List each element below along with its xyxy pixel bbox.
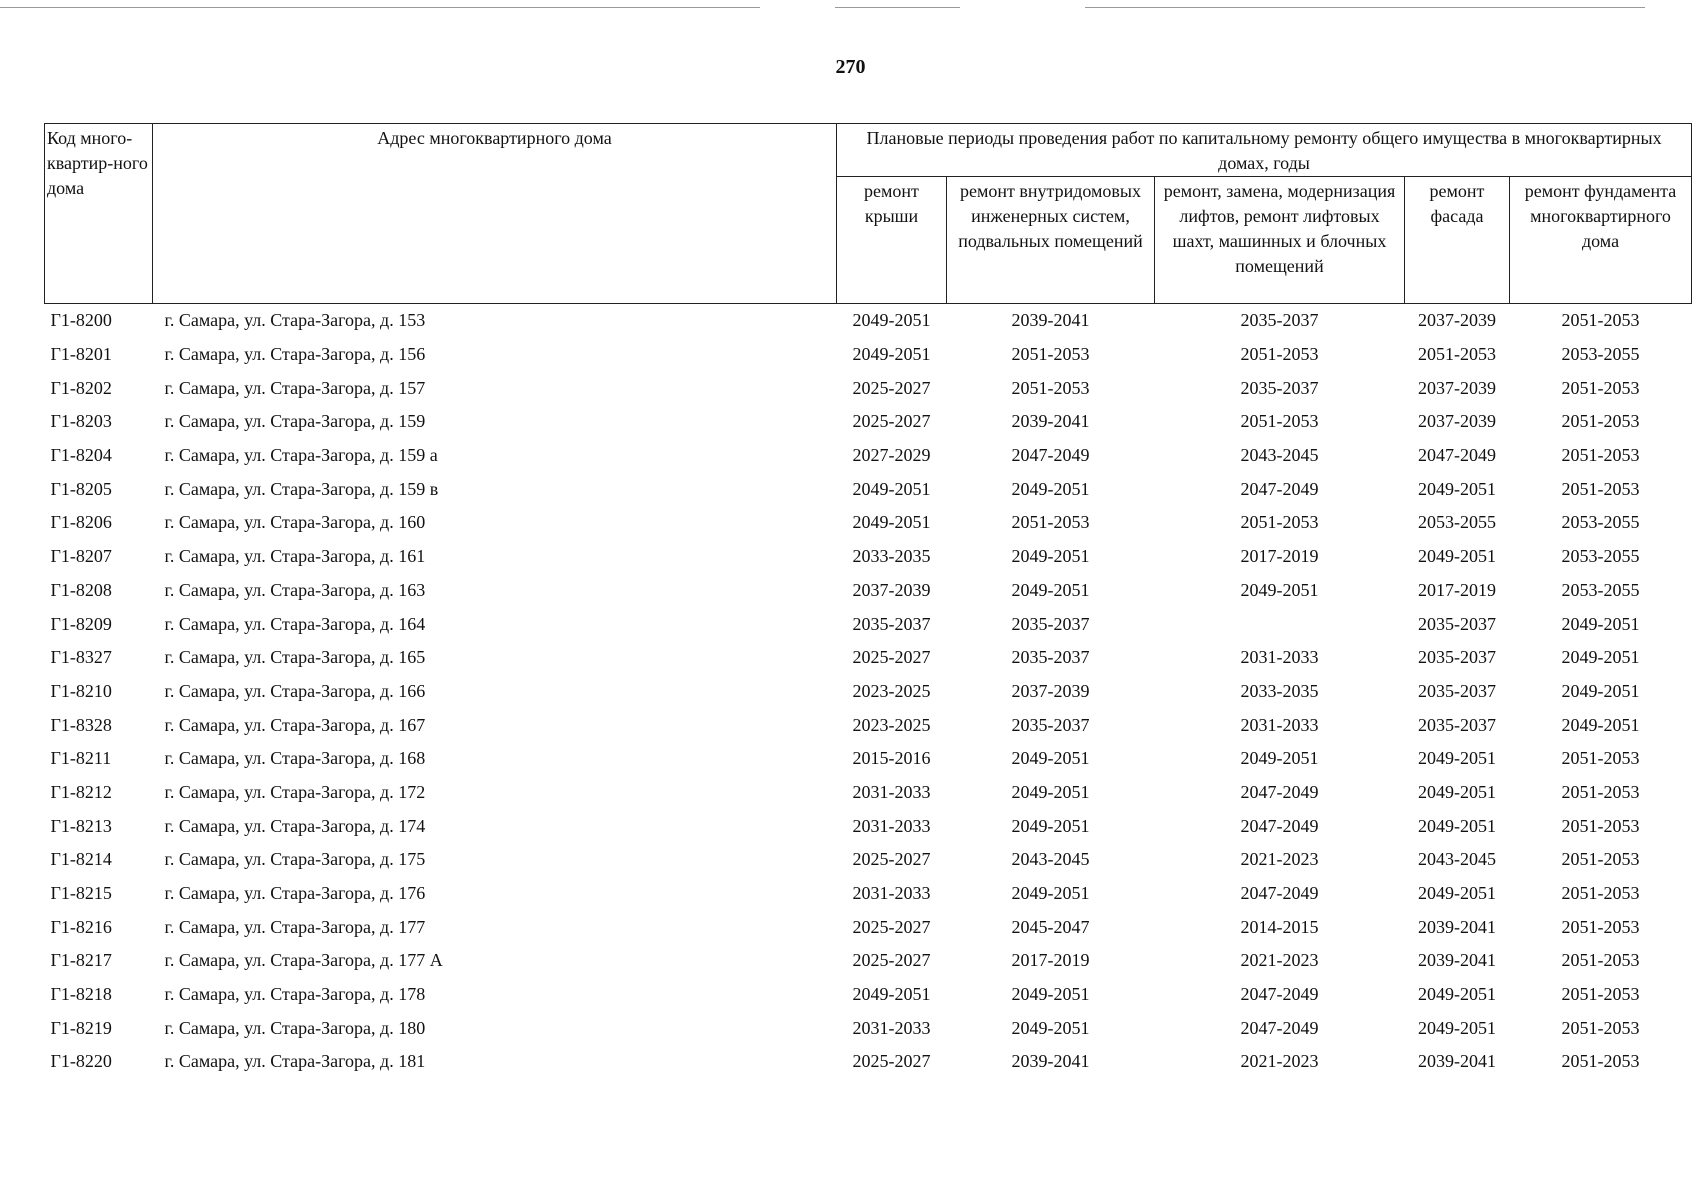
facade-period-cell: 2047-2049 bbox=[1418, 445, 1496, 466]
facade-period-cell: 2053-2055 bbox=[1418, 512, 1496, 533]
foundation-period-cell: 2051-2053 bbox=[1561, 411, 1640, 432]
house-code-cell: Г1-8201 bbox=[50, 344, 112, 365]
table-row bbox=[45, 675, 1692, 709]
table-body bbox=[45, 304, 1692, 1079]
lifts-period-cell: 2047-2049 bbox=[1240, 984, 1319, 1005]
roof-period-cell: 2049-2051 bbox=[852, 512, 931, 533]
house-code-cell: Г1-8213 bbox=[50, 815, 112, 836]
house-code-cell: Г1-8217 bbox=[50, 950, 112, 971]
engineering-period-cell: 2039-2041 bbox=[1011, 1051, 1090, 1072]
address-cell: г. Самара, ул. Стара-Загора, д. 153 bbox=[164, 310, 426, 331]
facade-period-cell: 2039-2041 bbox=[1418, 950, 1496, 971]
house-code-cell: Г1-8205 bbox=[50, 478, 112, 499]
engineering-period-cell: 2039-2041 bbox=[1011, 411, 1090, 432]
roof-period-cell: 2031-2033 bbox=[852, 781, 931, 802]
lifts-period-cell: 2049-2051 bbox=[1240, 748, 1319, 769]
address-cell: г. Самара, ул. Стара-Загора, д. 172 bbox=[164, 781, 426, 802]
lifts-period-cell: 2049-2051 bbox=[1240, 579, 1319, 600]
roof-period-cell: 2023-2025 bbox=[852, 714, 931, 735]
facade-period-cell: 2037-2039 bbox=[1418, 411, 1496, 432]
roof-period-cell: 2015-2016 bbox=[852, 748, 931, 769]
foundation-period-cell: 2049-2051 bbox=[1561, 647, 1640, 668]
roof-period-cell: 2025-2027 bbox=[852, 950, 931, 971]
facade-period-cell: 2039-2041 bbox=[1418, 916, 1496, 937]
foundation-period-cell: 2051-2053 bbox=[1561, 781, 1640, 802]
address-cell: г. Самара, ул. Стара-Загора, д. 175 bbox=[164, 849, 426, 870]
foundation-period-cell: 2051-2053 bbox=[1561, 815, 1640, 836]
foundation-period-cell: 2053-2055 bbox=[1561, 344, 1640, 365]
address-cell: г. Самара, ул. Стара-Загора, д. 156 bbox=[164, 344, 426, 365]
lifts-period-cell: 2051-2053 bbox=[1240, 344, 1319, 365]
facade-period-cell: 2049-2051 bbox=[1418, 748, 1496, 769]
facade-period-cell: 2039-2041 bbox=[1418, 1051, 1496, 1072]
table-row bbox=[45, 607, 1692, 641]
scan-top-rule bbox=[835, 7, 960, 8]
facade-period-cell: 2049-2051 bbox=[1418, 546, 1496, 567]
roof-period-cell: 2031-2033 bbox=[852, 883, 931, 904]
header-roof: ремонт крыши bbox=[837, 177, 947, 304]
facade-period-cell: 2035-2037 bbox=[1418, 680, 1496, 701]
lifts-period-cell: 2047-2049 bbox=[1240, 478, 1319, 499]
foundation-period-cell: 2051-2053 bbox=[1561, 950, 1640, 971]
roof-period-cell: 2049-2051 bbox=[852, 344, 931, 365]
lifts-period-cell: 2047-2049 bbox=[1240, 781, 1319, 802]
house-code-cell: Г1-8206 bbox=[50, 512, 112, 533]
address-cell: г. Самара, ул. Стара-Загора, д. 160 bbox=[164, 512, 426, 533]
house-code-cell: Г1-8202 bbox=[50, 377, 112, 398]
lifts-period-cell: 2021-2023 bbox=[1240, 950, 1319, 971]
house-code-cell: Г1-8211 bbox=[50, 748, 112, 769]
engineering-period-cell: 2043-2045 bbox=[1011, 849, 1090, 870]
house-code-cell: Г1-8327 bbox=[50, 647, 112, 668]
foundation-period-cell: 2051-2053 bbox=[1561, 1051, 1640, 1072]
house-code-cell: Г1-8328 bbox=[50, 714, 112, 735]
facade-period-cell: 2049-2051 bbox=[1418, 815, 1496, 836]
address-cell: г. Самара, ул. Стара-Загора, д. 163 bbox=[164, 579, 426, 600]
table-row bbox=[45, 776, 1692, 810]
lifts-period-cell: 2043-2045 bbox=[1240, 445, 1319, 466]
foundation-period-cell: 2051-2053 bbox=[1561, 748, 1640, 769]
facade-period-cell: 2049-2051 bbox=[1418, 781, 1496, 802]
address-cell: г. Самара, ул. Стара-Загора, д. 177 bbox=[164, 916, 426, 937]
lifts-period-cell: 2047-2049 bbox=[1240, 883, 1319, 904]
roof-period-cell: 2025-2027 bbox=[852, 849, 931, 870]
roof-period-cell: 2025-2027 bbox=[852, 647, 931, 668]
foundation-period-cell: 2051-2053 bbox=[1561, 445, 1640, 466]
foundation-period-cell: 2051-2053 bbox=[1561, 310, 1640, 331]
header-lifts: ремонт, замена, модернизация лифтов, ремонт лифтовых шахт, машинных и блочных помещений bbox=[1155, 177, 1405, 304]
address-cell: г. Самара, ул. Стара-Загора, д. 174 bbox=[164, 815, 426, 836]
house-code-cell: Г1-8219 bbox=[50, 1017, 112, 1038]
address-cell: г. Самара, ул. Стара-Загора, д. 159 а bbox=[164, 445, 438, 466]
foundation-period-cell: 2049-2051 bbox=[1561, 613, 1640, 634]
table-row bbox=[45, 439, 1692, 473]
foundation-period-cell: 2051-2053 bbox=[1561, 883, 1640, 904]
table-row bbox=[45, 809, 1692, 843]
lifts-period-cell: 2021-2023 bbox=[1240, 1051, 1319, 1072]
header-facade: ремонт фасада bbox=[1405, 177, 1510, 304]
facade-period-cell: 2017-2019 bbox=[1418, 579, 1496, 600]
lifts-period-cell: 2033-2035 bbox=[1240, 680, 1319, 701]
facade-period-cell: 2049-2051 bbox=[1418, 883, 1496, 904]
engineering-period-cell: 2047-2049 bbox=[1011, 445, 1090, 466]
house-code-cell: Г1-8203 bbox=[50, 411, 112, 432]
engineering-period-cell: 2035-2037 bbox=[1011, 647, 1090, 668]
lifts-period-cell bbox=[1155, 607, 1405, 641]
roof-period-cell: 2025-2027 bbox=[852, 377, 931, 398]
table-row bbox=[45, 540, 1692, 574]
engineering-period-cell: 2035-2037 bbox=[1011, 613, 1090, 634]
lifts-period-cell: 2047-2049 bbox=[1240, 1017, 1319, 1038]
engineering-period-cell: 2051-2053 bbox=[1011, 377, 1090, 398]
roof-period-cell: 2049-2051 bbox=[852, 310, 931, 331]
table-row bbox=[45, 877, 1692, 911]
house-code-cell: Г1-8220 bbox=[50, 1051, 112, 1072]
roof-period-cell: 2025-2027 bbox=[852, 411, 931, 432]
roof-period-cell: 2031-2033 bbox=[852, 815, 931, 836]
table-row bbox=[45, 978, 1692, 1012]
table-row bbox=[45, 371, 1692, 405]
engineering-period-cell: 2049-2051 bbox=[1011, 478, 1090, 499]
lifts-period-cell: 2051-2053 bbox=[1240, 512, 1319, 533]
table-header bbox=[45, 124, 1692, 304]
facade-period-cell: 2051-2053 bbox=[1418, 344, 1496, 365]
table-row bbox=[45, 708, 1692, 742]
house-code-cell: Г1-8216 bbox=[50, 916, 112, 937]
address-cell: г. Самара, ул. Стара-Загора, д. 168 bbox=[164, 748, 426, 769]
address-cell: г. Самара, ул. Стара-Загора, д. 166 bbox=[164, 680, 426, 701]
table-row bbox=[45, 506, 1692, 540]
engineering-period-cell: 2049-2051 bbox=[1011, 984, 1090, 1005]
facade-period-cell: 2049-2051 bbox=[1418, 984, 1496, 1005]
engineering-period-cell: 2049-2051 bbox=[1011, 781, 1090, 802]
address-cell: г. Самара, ул. Стара-Загора, д. 178 bbox=[164, 984, 426, 1005]
lifts-period-cell: 2021-2023 bbox=[1240, 849, 1319, 870]
lifts-period-cell: 2017-2019 bbox=[1240, 546, 1319, 567]
scan-top-rule bbox=[1085, 7, 1645, 8]
address-cell: г. Самара, ул. Стара-Загора, д. 161 bbox=[164, 546, 426, 567]
address-cell: г. Самара, ул. Стара-Загора, д. 165 bbox=[164, 647, 426, 668]
facade-period-cell: 2037-2039 bbox=[1418, 377, 1496, 398]
facade-period-cell: 2049-2051 bbox=[1418, 478, 1496, 499]
house-code-cell: Г1-8215 bbox=[50, 883, 112, 904]
house-code-cell: Г1-8208 bbox=[50, 579, 112, 600]
engineering-period-cell: 2017-2019 bbox=[1011, 950, 1090, 971]
roof-period-cell: 2049-2051 bbox=[852, 478, 931, 499]
page-number: 270 bbox=[835, 56, 866, 78]
address-cell: г. Самара, ул. Стара-Загора, д. 181 bbox=[164, 1051, 426, 1072]
address-cell: г. Самара, ул. Стара-Загора, д. 167 bbox=[164, 714, 426, 735]
engineering-period-cell: 2037-2039 bbox=[1011, 680, 1090, 701]
roof-period-cell: 2025-2027 bbox=[852, 916, 931, 937]
lifts-period-cell: 2035-2037 bbox=[1240, 377, 1319, 398]
table-row bbox=[45, 910, 1692, 944]
roof-period-cell: 2037-2039 bbox=[852, 579, 931, 600]
house-code-cell: Г1-8207 bbox=[50, 546, 112, 567]
engineering-period-cell: 2045-2047 bbox=[1011, 916, 1090, 937]
foundation-period-cell: 2053-2055 bbox=[1561, 512, 1640, 533]
header-engineering-systems: ремонт внутридомовых инженерных систем, подвальных помещений bbox=[947, 177, 1155, 304]
roof-period-cell: 2027-2029 bbox=[852, 445, 931, 466]
table-row bbox=[45, 574, 1692, 608]
facade-period-cell: 2035-2037 bbox=[1418, 714, 1496, 735]
address-cell: г. Самара, ул. Стара-Загора, д. 176 bbox=[164, 883, 426, 904]
foundation-period-cell: 2053-2055 bbox=[1561, 546, 1640, 567]
table-row bbox=[45, 472, 1692, 506]
foundation-period-cell: 2053-2055 bbox=[1561, 579, 1640, 600]
roof-period-cell: 2023-2025 bbox=[852, 680, 931, 701]
foundation-period-cell: 2049-2051 bbox=[1561, 680, 1640, 701]
header-foundation: ремонт фундамента многоквартирного дома bbox=[1510, 177, 1692, 304]
address-cell: г. Самара, ул. Стара-Загора, д. 164 bbox=[164, 613, 426, 634]
lifts-period-cell: 2051-2053 bbox=[1240, 411, 1319, 432]
house-code-cell: Г1-8214 bbox=[50, 849, 112, 870]
table-row bbox=[45, 742, 1692, 776]
roof-period-cell: 2031-2033 bbox=[852, 1017, 931, 1038]
house-code-cell: Г1-8218 bbox=[50, 984, 112, 1005]
foundation-period-cell: 2051-2053 bbox=[1561, 478, 1640, 499]
foundation-period-cell: 2051-2053 bbox=[1561, 1017, 1640, 1038]
foundation-period-cell: 2049-2051 bbox=[1561, 714, 1640, 735]
capital-repair-schedule-table bbox=[44, 123, 1692, 1079]
engineering-period-cell: 2049-2051 bbox=[1011, 815, 1090, 836]
lifts-period-cell: 2031-2033 bbox=[1240, 647, 1319, 668]
engineering-period-cell: 2049-2051 bbox=[1011, 579, 1090, 600]
engineering-period-cell: 2035-2037 bbox=[1011, 714, 1090, 735]
lifts-period-cell: 2031-2033 bbox=[1240, 714, 1319, 735]
roof-period-cell: 2049-2051 bbox=[852, 984, 931, 1005]
roof-period-cell: 2025-2027 bbox=[852, 1051, 931, 1072]
house-code-cell: Г1-8200 bbox=[50, 310, 112, 331]
table-row bbox=[45, 641, 1692, 675]
roof-period-cell: 2035-2037 bbox=[852, 613, 931, 634]
address-cell: г. Самара, ул. Стара-Загора, д. 180 bbox=[164, 1017, 426, 1038]
house-code-cell: Г1-8212 bbox=[50, 781, 112, 802]
address-cell: г. Самара, ул. Стара-Загора, д. 177 А bbox=[164, 950, 443, 971]
facade-period-cell: 2035-2037 bbox=[1418, 647, 1496, 668]
table-row bbox=[45, 304, 1692, 338]
scan-top-rule bbox=[0, 7, 760, 8]
house-code-cell: Г1-8209 bbox=[50, 613, 112, 634]
lifts-period-cell: 2047-2049 bbox=[1240, 815, 1319, 836]
facade-period-cell: 2043-2045 bbox=[1418, 849, 1496, 870]
engineering-period-cell: 2049-2051 bbox=[1011, 1017, 1090, 1038]
foundation-period-cell: 2051-2053 bbox=[1561, 849, 1640, 870]
facade-period-cell: 2037-2039 bbox=[1418, 310, 1496, 331]
facade-period-cell: 2035-2037 bbox=[1418, 613, 1496, 634]
table-row bbox=[45, 944, 1692, 978]
lifts-period-cell: 2014-2015 bbox=[1240, 916, 1319, 937]
foundation-period-cell: 2051-2053 bbox=[1561, 916, 1640, 937]
house-code-cell: Г1-8204 bbox=[50, 445, 112, 466]
engineering-period-cell: 2049-2051 bbox=[1011, 748, 1090, 769]
address-cell: г. Самара, ул. Стара-Загора, д. 157 bbox=[164, 377, 426, 398]
engineering-period-cell: 2039-2041 bbox=[1011, 310, 1090, 331]
engineering-period-cell: 2049-2051 bbox=[1011, 546, 1090, 567]
foundation-period-cell: 2051-2053 bbox=[1561, 377, 1640, 398]
house-code-cell: Г1-8210 bbox=[50, 680, 112, 701]
table-row bbox=[45, 338, 1692, 372]
address-cell: г. Самара, ул. Стара-Загора, д. 159 в bbox=[164, 478, 439, 499]
engineering-period-cell: 2051-2053 bbox=[1011, 512, 1090, 533]
facade-period-cell: 2049-2051 bbox=[1418, 1017, 1496, 1038]
foundation-period-cell: 2051-2053 bbox=[1561, 984, 1640, 1005]
header-code: Код много-квартир-ного дома bbox=[45, 124, 153, 304]
table-row bbox=[45, 843, 1692, 877]
header-planned-periods: Плановые периоды проведения работ по капитальному ремонту общего имущества в многоквартирных домах, годы bbox=[837, 124, 1692, 177]
table-row bbox=[45, 1011, 1692, 1045]
engineering-period-cell: 2051-2053 bbox=[1011, 344, 1090, 365]
lifts-period-cell: 2035-2037 bbox=[1240, 310, 1319, 331]
header-address: Адрес многоквартирного дома bbox=[153, 124, 837, 304]
engineering-period-cell: 2049-2051 bbox=[1011, 883, 1090, 904]
table-row bbox=[45, 405, 1692, 439]
roof-period-cell: 2033-2035 bbox=[852, 546, 931, 567]
table-row bbox=[45, 1045, 1692, 1079]
address-cell: г. Самара, ул. Стара-Загора, д. 159 bbox=[164, 411, 426, 432]
